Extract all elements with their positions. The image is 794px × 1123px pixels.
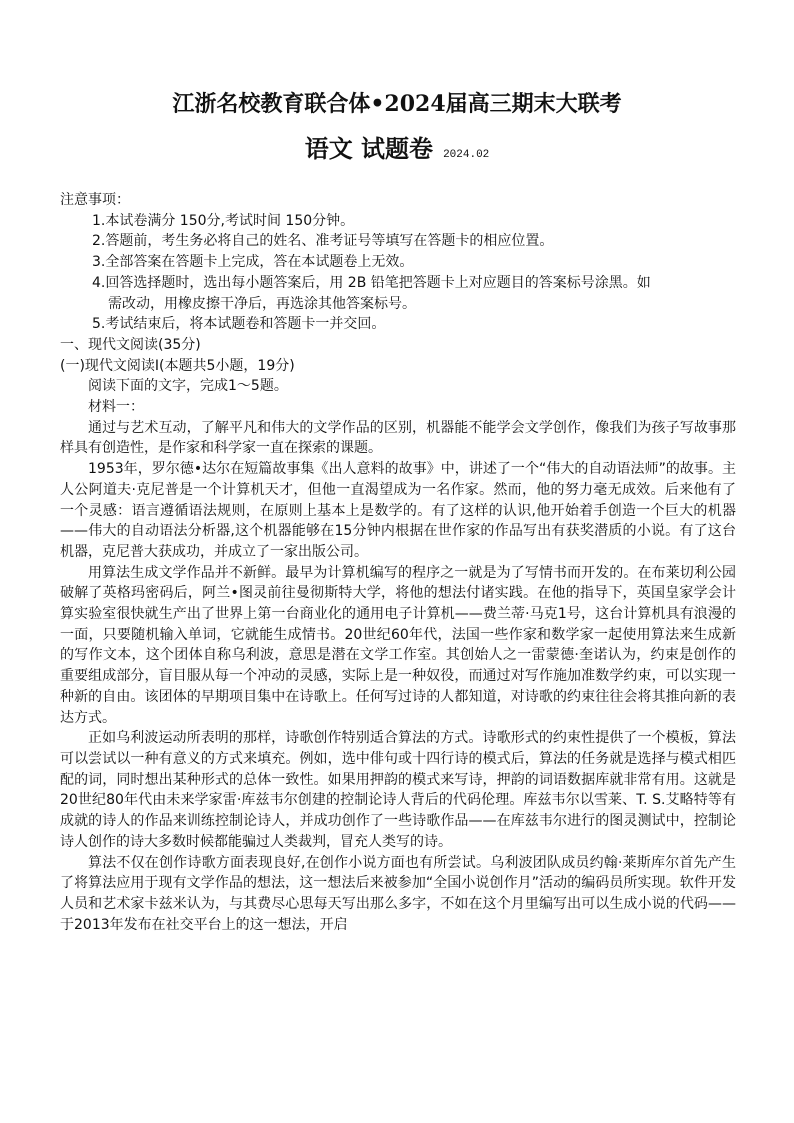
exam-subtitle: 语文 试题卷 xyxy=(304,134,434,163)
exam-date: 2024.02 xyxy=(443,149,490,161)
material-label: 材料一： xyxy=(88,399,144,416)
notice-item: 5.考试结束后，将本试题卷和答题卡一并交回。 xyxy=(92,316,386,333)
reading-paragraph: 通过与艺术互动，了解平凡和伟大的文学作品的区别，机器能不能学会文学创作，像我们为孩子写故事那样具有创造性，是作家和科学家一直在探索的课题。 xyxy=(60,419,736,457)
subsection-heading: (一)现代文阅读Ⅰ(本题共5小题，19分) xyxy=(60,357,295,374)
reading-paragraph: 用算法生成文学作品并不新鲜。最早为计算机编写的程序之一就是为了写情书而开发的。在布莱切利公园破解了英格玛密码后，阿兰•图灵前往曼彻斯特大学，将他的想法付诸实践。在他的指导下，英国皇家学会计算实验室很快就生产出了世界上第一台商业化的通用电子计算机——费兰蒂·马克1号，这台计算机具有浪漫的一面，只要随机输入单词，它就能生成情书。20世纪60年代，法国一些作家和数学家一起使用算法来生成新的写作文本，这个团体自称乌利波，意思是潜在文学工作室。其创始人之一雷蒙德·奎诺认为，约束是创作的重要组成部分，盲目服从每一个冲动的灵感，实际上是一种奴役，而通过对写作施加准数学约束，可以实现一种新的自由。该团体的早期项目集中在诗歌上。任何写过诗的人都知道，对诗歌的约束往往会将其推向新的表达方式。 xyxy=(60,564,736,726)
notice-item: 2.答题前，考生务必将自己的姓名、准考证号等填写在答题卡的相应位置。 xyxy=(92,233,554,250)
reading-paragraph: 正如乌利波运动所表明的那样，诗歌创作特别适合算法的方式。诗歌形式的约束性提供了一个模板，算法可以尝试以一种有意义的方式来填充。例如，选中俳句或十四行诗的模式后，算法的任务就是选择与模式相匹配的词，同时想出某种形式的总体一致性。如果用押韵的模式来写诗，押韵的词语数据库就非常有用。这就是20世纪80年代由未来学家雷·库兹韦尔创建的控制论诗人背后的代码伦理。库兹韦尔以雪莱、T. S.艾略特等有成就的诗人的作品来训练控制论诗人，并成功创作了一些诗歌作品——在库兹韦尔进行的图灵测试中，控制论诗人创作的诗大多数时候都能骗过人类裁判，冒充人类写的诗。 xyxy=(60,730,736,850)
reading-paragraph: 1953年，罗尔德•达尔在短篇故事集《出人意料的故事》中，讲述了一个“伟大的自动语法师”的故事。主人公阿道夫·克尼普是一个计算机天才，但他一直渴望成为一名作家。然而，他的努力毫无成效。后来他有了一个灵感：语言遵循语法规则，在原则上基本上是数学的。有了这样的认识,他开始着手创造一个巨大的机器——伟大的自动语法分析器,这个机器能够在15分钟内根据在世作家的作品写出有获奖潜质的小说。有了这台机器，克尼普大获成功，并成立了一家出版公司。 xyxy=(60,461,736,560)
exam-title: 江浙名校教育联合体•2024届高三期末大联考 xyxy=(172,91,622,117)
notice-item: 4.回答选择题时，选出每小题答案后，用 2B 铅笔把答题卡上对应题目的答案标号涂黑。如 xyxy=(92,274,651,291)
notice-item: 需改动，用橡皮擦干净后，再选涂其他答案标号。 xyxy=(108,295,416,312)
notice-item: 1.本试卷满分 150分,考试时间 150分钟。 xyxy=(92,212,355,229)
reading-paragraph: 算法不仅在创作诗歌方面表现良好,在创作小说方面也有所尝试。乌利波团队成员约翰·莱斯库尔首先产生了将算法应用于现有文学作品的想法，这一想法后来被参加“全国小说创作月”活动的编码员所实现。软件开发人员和艺术家卡兹米认为，与其费尽心思每天写出那么多字，不如在这个月里编写出可以生成小说的代码——于2013年发布在社交平台上的这一想法，开启 xyxy=(60,854,736,933)
notice-heading: 注意事项： xyxy=(60,192,130,208)
section-heading: 一、现代文阅读(35分) xyxy=(60,336,201,353)
reading-instruction: 阅读下面的文字，完成1～5题。 xyxy=(88,378,288,395)
exam-subtitle-line xyxy=(0,132,794,172)
exam-body xyxy=(60,190,736,935)
notice-item: 3.全部答案在答题卡上完成，答在本试题卷上无效。 xyxy=(92,254,414,271)
